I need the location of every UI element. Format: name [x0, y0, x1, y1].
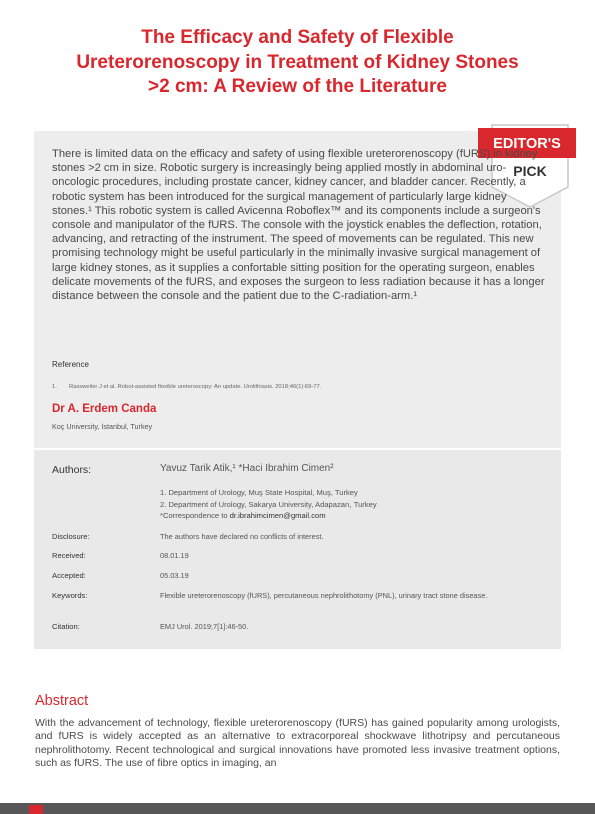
reference-number: 1. [52, 384, 57, 390]
affiliation-2: 2. Department of Urology, Sakarya University, Adapazarı, Turkey [160, 499, 377, 509]
disclosure-label: Disclosure: [52, 532, 90, 541]
authors-value: Yavuz Tarik Atik,¹ *Haci Ibrahim Cimen² [160, 463, 334, 474]
keywords-label: Keywords: [52, 591, 88, 600]
abstract-heading: Abstract [35, 693, 89, 709]
authors-label: Authors: [52, 464, 92, 476]
accepted-value: 05.03.19 [160, 571, 189, 580]
editors-pick-text [52, 147, 546, 303]
citation-value: EMJ Urol. 2019;7[1]:46-50. [160, 622, 249, 631]
abstract-text: With the advancement of technology, flexible ureterorenoscopy (fURS) has gained popularity among urologists, and fURS is widely accepted as an alternative to extracorporeal shockwave lithotripsy and percutaneous nephrolithotomy. Recent technological and surgical innovations have promoted less invasive treatment options, such as fURS. The use of fibre optics in imaging, an [35, 717, 560, 770]
editor-name: Dr A. Erdem Canda [52, 403, 157, 415]
affiliation-1: 1. Department of Urology, Muş State Hospital, Muş, Turkey [160, 488, 358, 497]
badge-line-2: PICK [513, 163, 547, 179]
section-divider [34, 448, 561, 450]
page-number-tab [29, 805, 43, 814]
received-label: Received: [52, 551, 86, 560]
reference-heading: Reference [52, 360, 89, 369]
editors-pick-paragraph: There is limited data on the efficacy and safety of using flexible ureterorenoscopy (fURS) in kidney stones >2 cm in size. Robotic surgery is increasingly being applied mostly in abdominal uro-oncologic procedures, including prostate cancer, kidney cancer, and bladder cancer. Recently, a robotic system has been introduced for the surgical management of particularly large kidney stones.¹ This robotic system is called Avicenna Roboflex™ and its components include a surgeon's console and manipulator of the fURS. The console with the joystick enables the deflection, rotation, advancing, and retracting of the instrument. The speed of movements can be regulated. This new promising technology might be useful particularly in the minimally invasive surgical management of large kidney stones, as it supplies a confortable sitting position for the operating surgeon, enables delicate movements of the fURS, and exposes the surgeon to less radiation because it has a longer distance between the console and the patient due to the C-radiation-arm.¹ [52, 148, 545, 303]
correspondence [160, 510, 377, 522]
correspondence-prefix: *Correspondence to [160, 511, 230, 520]
footer-bar [0, 803, 595, 814]
accepted-label: Accepted: [52, 571, 86, 580]
reference-text: Rassweiler J et al. Robot-assisted flexible ureteroscopy: An update. Urolithiasis. 2018;46(1):69-77. [69, 384, 322, 390]
title-line-1: The Efficacy and Safety of Flexible [141, 27, 454, 48]
reference-item [52, 384, 321, 390]
received-value: 08.01.19 [160, 551, 189, 560]
title-line-3: >2 cm: A Review of the Literature [148, 76, 447, 97]
article-title [20, 26, 575, 100]
disclosure-value: The authors have declared no conflicts of interest. [160, 532, 324, 541]
correspondence-email[interactable]: dr.ibrahimcimen@gmail.com [229, 511, 326, 520]
keywords-value: Flexible ureterorenoscopy (fURS), percutaneous nephrolithotomy (PNL), urinary tract stone disease. [160, 591, 488, 600]
affiliations [160, 487, 377, 522]
citation-label: Citation: [52, 622, 80, 631]
title-line-2: Ureterorenoscopy in Treatment of Kidney Stones [76, 51, 519, 73]
badge-line-1: EDITOR'S [493, 136, 561, 152]
editor-affiliation: Koç University, İstanbul, Turkey [52, 422, 153, 431]
